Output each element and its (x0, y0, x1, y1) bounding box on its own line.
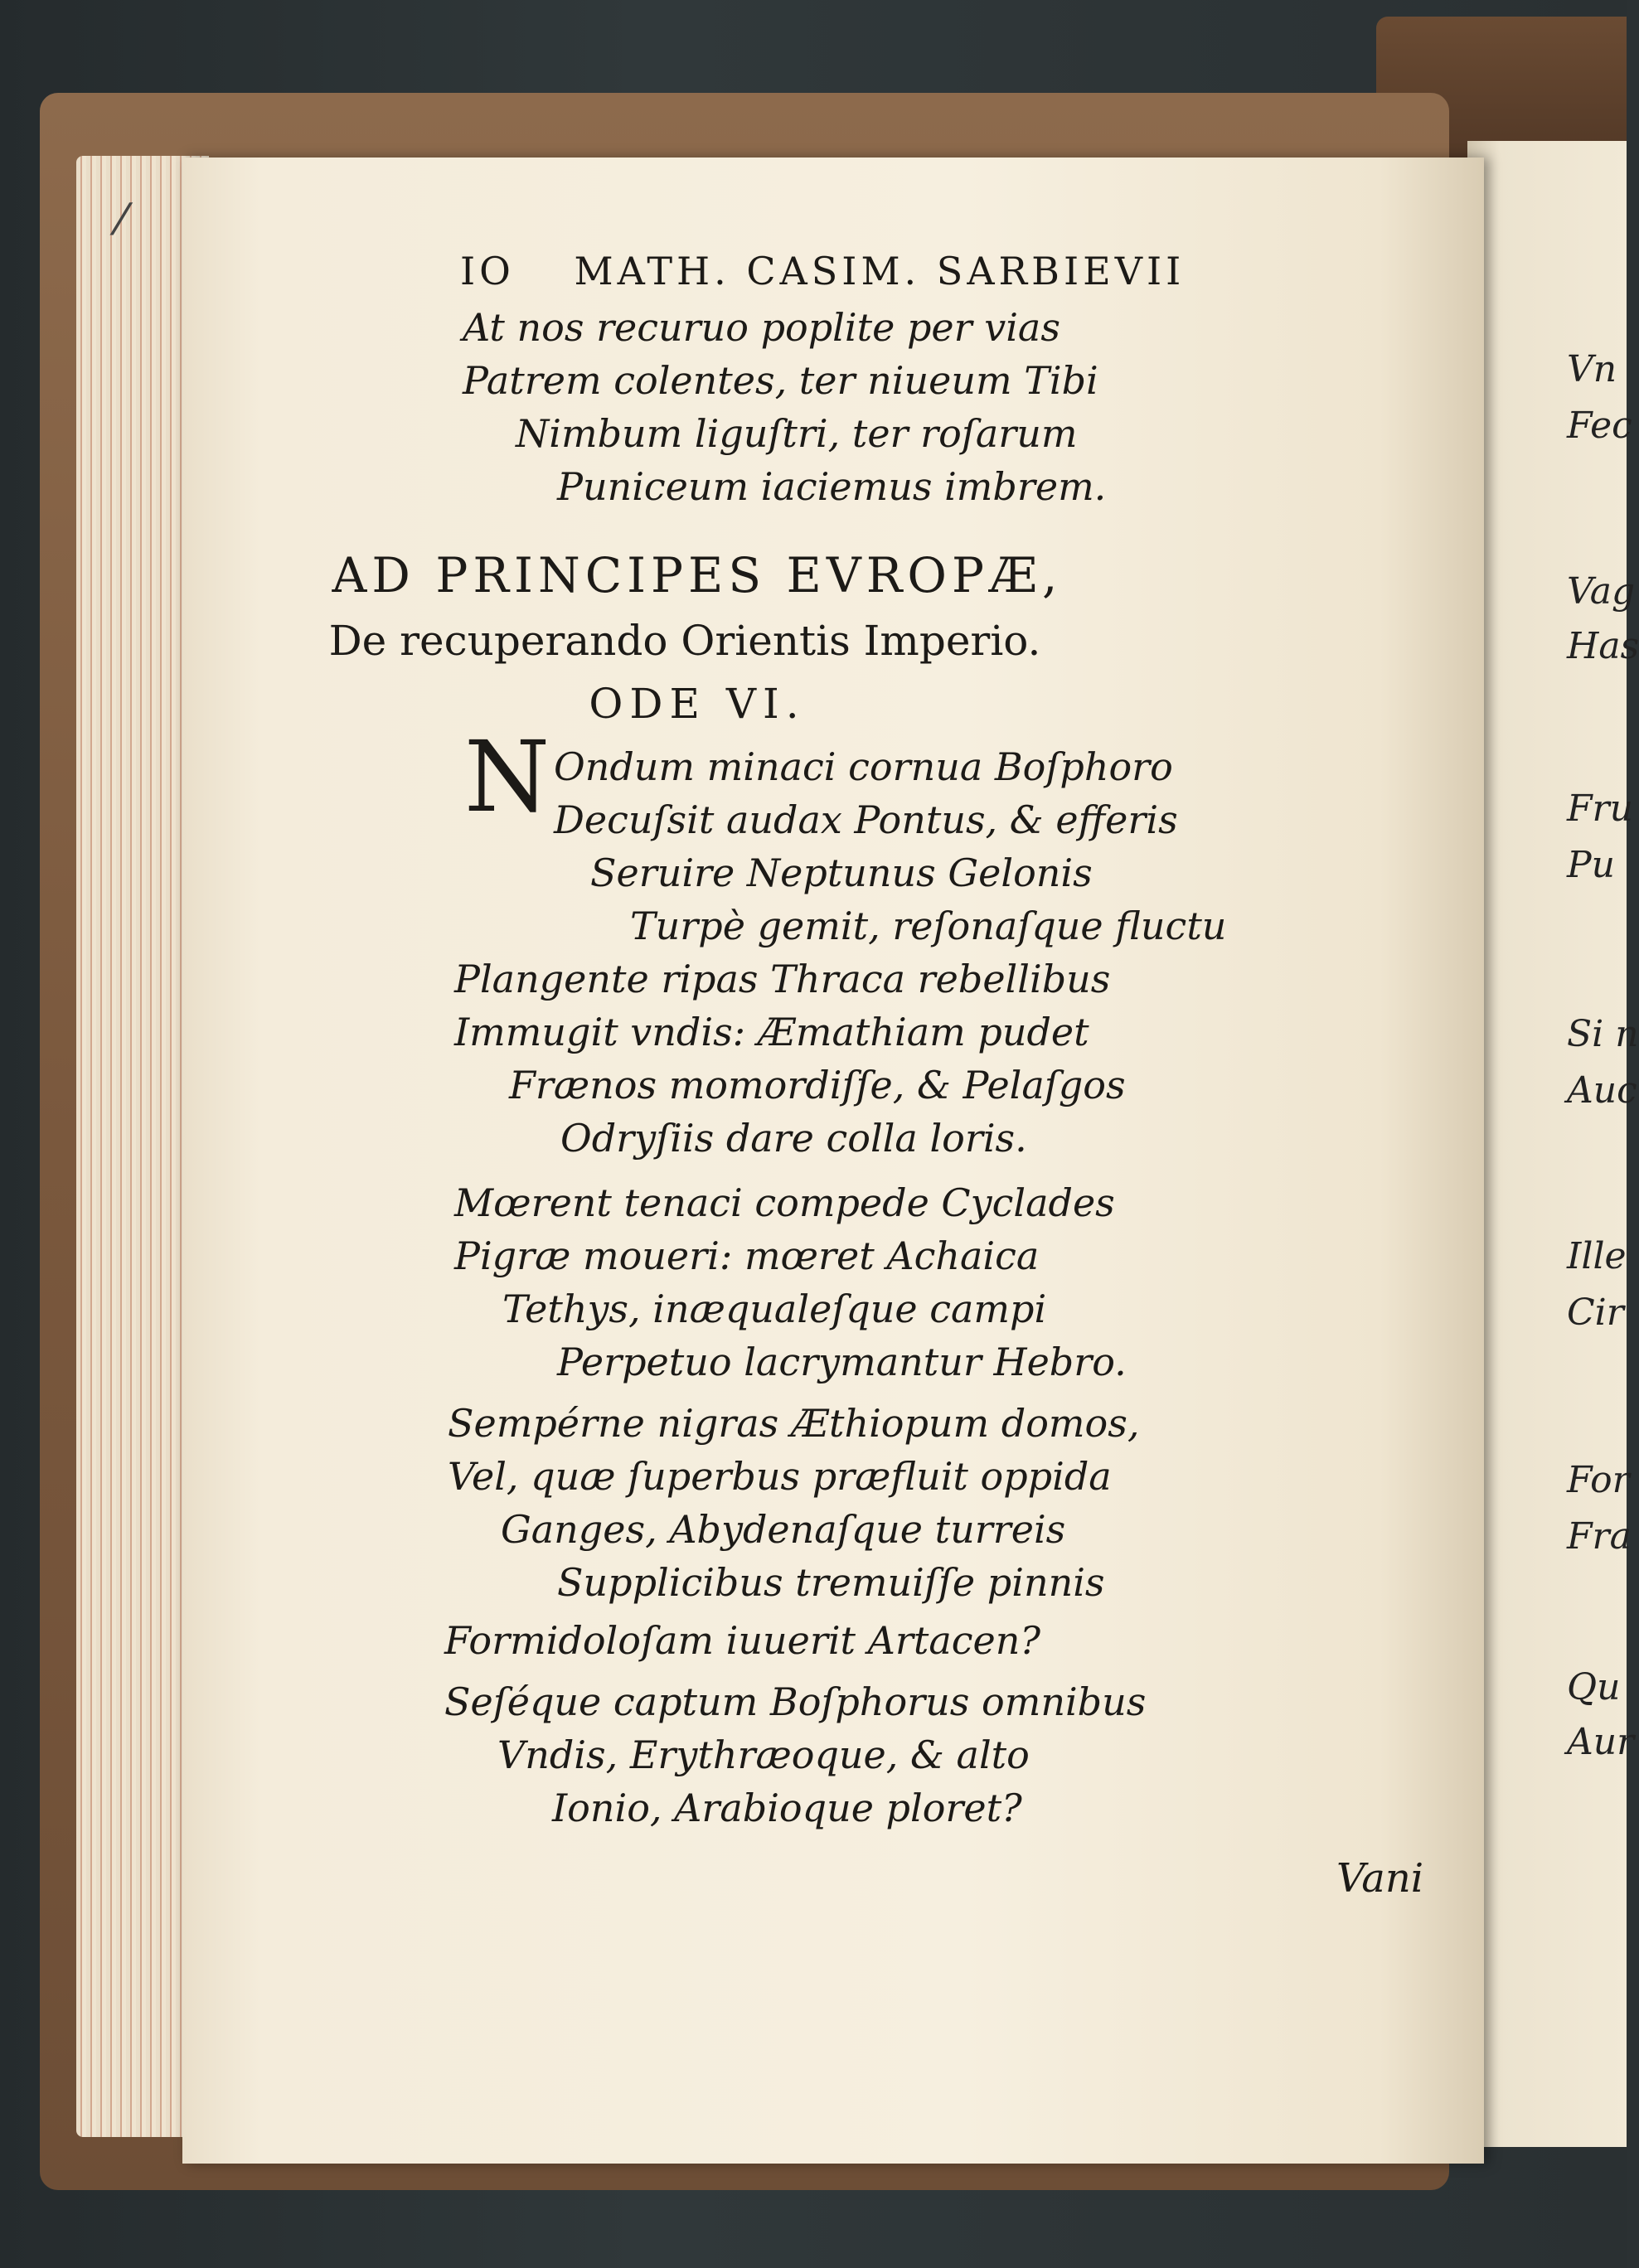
page-number: IO (460, 249, 515, 293)
verse-line: Ganges, Abydenaſque turreis (501, 1507, 1066, 1552)
facing-page-fragment: Fra (1567, 1515, 1632, 1558)
facing-page-fragment: Ille (1567, 1235, 1627, 1277)
verse-line: Plangente ripas Thraca rebellibus (454, 957, 1111, 1001)
verse-line: Nimbum liguſtri, ter roſarum (516, 411, 1078, 456)
verse-line: Patrem colentes, ter niueum Tibi (463, 358, 1098, 403)
verse-line: Decuſsit audax Pontus, & efferis (554, 797, 1178, 842)
facing-page-fragment: Fec (1567, 405, 1632, 447)
drop-cap: N (464, 720, 550, 834)
verse-line: At nos recuruo poplite per vias (463, 305, 1060, 350)
verse-line: Pigræ moueri: mœret Achaica (454, 1233, 1040, 1278)
running-title: MATH. CASIM. SARBIEVII (574, 249, 1186, 293)
facing-page-fragment: Vag (1567, 570, 1636, 613)
verse-line: Perpetuo lacrymantur Hebro. (557, 1340, 1127, 1384)
facing-page-fragment: Auc (1567, 1069, 1637, 1112)
verse-line: Frænos momordiſſe, & Pelaſgos (509, 1063, 1126, 1107)
verse-line: Immugit vndis: Æmathiam pudet (454, 1010, 1089, 1054)
verse-line: Sempérne nigras Æthiopum domos, (448, 1401, 1140, 1446)
verse-line: Formidoloſam iuuerit Artacen? (444, 1618, 1041, 1663)
facing-page-fragment: Si n (1567, 1013, 1639, 1055)
facing-page-fragment: Aur (1567, 1721, 1635, 1763)
pencil-mark: ⁄ (118, 196, 125, 245)
facing-page-fragment: Fru (1567, 788, 1633, 830)
verse-line: Ionio, Arabioque ploret? (552, 1786, 1022, 1830)
verse-line: Seſéque captum Boſphorus omnibus (444, 1679, 1147, 1724)
verse-line: Ondum minaci cornua Boſphoro (554, 744, 1173, 789)
book-page (182, 158, 1484, 2164)
ode-subtitle: De recuperando Orientis Imperio. (328, 617, 1041, 665)
facing-page-fragment: Vn (1567, 348, 1617, 390)
facing-page-fragment: Qu (1567, 1666, 1621, 1708)
verse-line: Turpè gemit, reſonaſque fluctu (630, 904, 1227, 948)
facing-page-fragment: Has (1567, 625, 1639, 667)
ode-number: ODE VI. (589, 680, 806, 728)
verse-line: Puniceum iaciemus imbrem. (557, 464, 1107, 509)
running-header (460, 249, 1185, 293)
verse-line: Tethys, inæqualeſque campi (502, 1287, 1047, 1331)
facing-page-fragment: Pu (1567, 844, 1615, 886)
ode-title: AD PRINCIPES EVROPÆ, (332, 547, 1063, 603)
facing-page-fragment: Cir (1567, 1292, 1624, 1334)
verse-line: Vel, quæ ſuperbus præfluit oppida (448, 1454, 1112, 1499)
verse-line: Odryſiis dare colla loris. (560, 1116, 1027, 1161)
verse-line: Vndis, Erythræoque, & alto (497, 1732, 1030, 1777)
catchword: Vani (1336, 1855, 1424, 1902)
verse-line: Mœrent tenaci compede Cyclades (454, 1180, 1115, 1225)
verse-line: Supplicibus tremuiſſe pinnis (557, 1560, 1105, 1605)
facing-page-fragment: For (1567, 1459, 1630, 1501)
verse-line: Seruire Neptunus Gelonis (590, 850, 1093, 895)
